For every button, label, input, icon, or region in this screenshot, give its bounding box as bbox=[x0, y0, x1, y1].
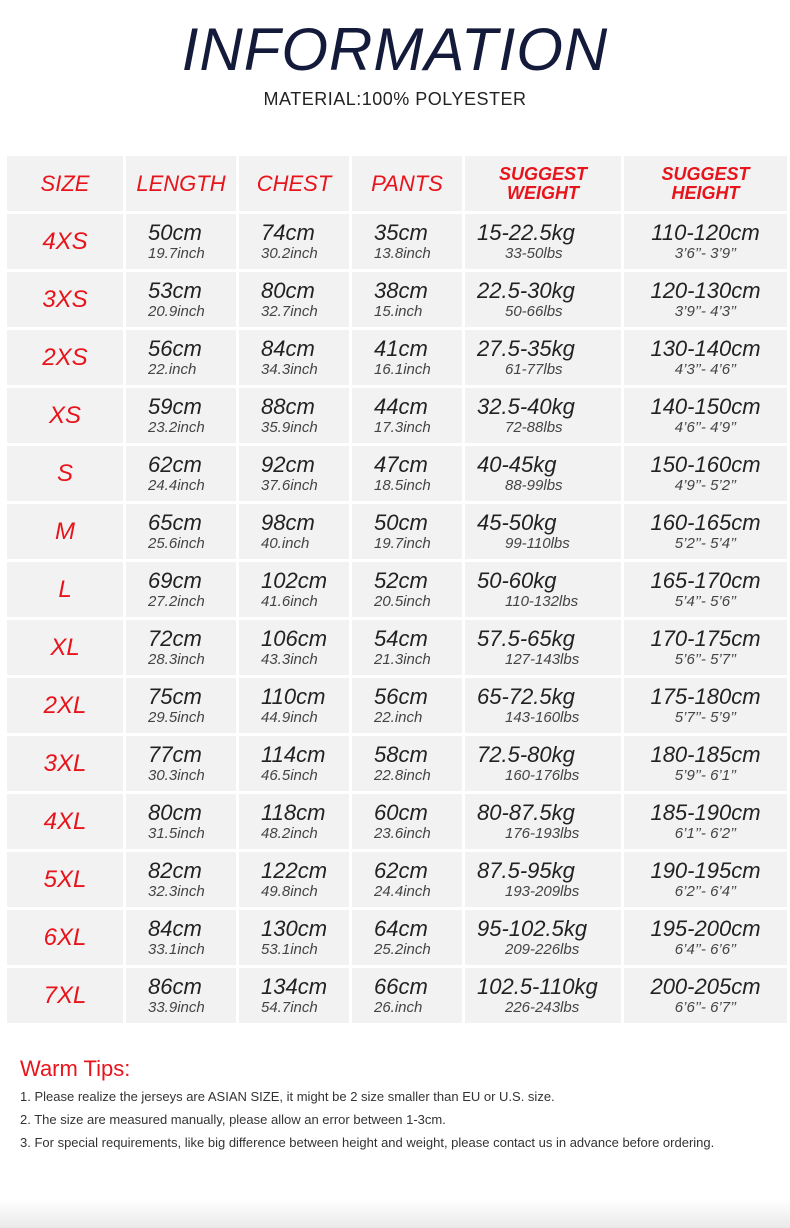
pants-cell: 56cm 22.inch bbox=[352, 678, 462, 733]
chest-cell: 80cm 32.7inch bbox=[239, 272, 349, 327]
length-cell: 82cm 32.3inch bbox=[126, 852, 236, 907]
weight-cell: 72.5-80kg 160-176lbs bbox=[465, 736, 621, 791]
table-row bbox=[7, 272, 790, 327]
size-cell: 6XL bbox=[7, 910, 123, 965]
chest-cell: 92cm 37.6inch bbox=[239, 446, 349, 501]
table-row bbox=[7, 388, 790, 443]
height-cell: 120-130cm 3’9’’- 4’3’’ bbox=[624, 272, 787, 327]
material-subtitle: MATERIAL:100% POLYESTER bbox=[263, 89, 527, 109]
length-cell: 80cm 31.5inch bbox=[126, 794, 236, 849]
size-cell: 2XL bbox=[7, 678, 123, 733]
length-cell: 53cm 20.9inch bbox=[126, 272, 236, 327]
table-row bbox=[7, 736, 790, 791]
size-cell: XS bbox=[7, 388, 123, 443]
table-row bbox=[7, 214, 790, 269]
height-cell: 190-195cm 6’2’’- 6’4’’ bbox=[624, 852, 787, 907]
warm-tips-title: Warm Tips: bbox=[20, 1056, 131, 1081]
pants-cell: 44cm 17.3inch bbox=[352, 388, 462, 443]
chest-cell: 98cm 40.inch bbox=[239, 504, 349, 559]
pants-cell: 54cm 21.3inch bbox=[352, 620, 462, 675]
length-cell: 75cm 29.5inch bbox=[126, 678, 236, 733]
height-cell: 110-120cm 3’6’’- 3’9’’ bbox=[624, 214, 787, 269]
table-row bbox=[7, 794, 790, 849]
pants-cell: 35cm 13.8inch bbox=[352, 214, 462, 269]
height-cell: 180-185cm 5’9’’- 6’1’’ bbox=[624, 736, 787, 791]
size-cell: 4XS bbox=[7, 214, 123, 269]
table-row bbox=[7, 446, 790, 501]
chest-cell: 122cm 49.8inch bbox=[239, 852, 349, 907]
length-cell: 72cm 28.3inch bbox=[126, 620, 236, 675]
chest-cell: 130cm 53.1inch bbox=[239, 910, 349, 965]
pants-cell: 64cm 25.2inch bbox=[352, 910, 462, 965]
weight-cell: 65-72.5kg 143-160lbs bbox=[465, 678, 621, 733]
height-cell: 175-180cm 5’7’’- 5’9’’ bbox=[624, 678, 787, 733]
chest-cell: 74cm 30.2inch bbox=[239, 214, 349, 269]
length-cell: 59cm 23.2inch bbox=[126, 388, 236, 443]
weight-cell: 50-60kg 110-132lbs bbox=[465, 562, 621, 617]
size-cell: 3XL bbox=[7, 736, 123, 791]
size-cell: L bbox=[7, 562, 123, 617]
height-cell: 195-200cm 6’4’’- 6’6’’ bbox=[624, 910, 787, 965]
size-cell: 3XS bbox=[7, 272, 123, 327]
height-cell: 185-190cm 6’1’’- 6’2’’ bbox=[624, 794, 787, 849]
size-cell: 2XS bbox=[7, 330, 123, 385]
length-cell: 86cm 33.9inch bbox=[126, 968, 236, 1023]
tip-1: 1. Please realize the jerseys are ASIAN SIZE, it might be 2 size smaller than EU or U.S. size. bbox=[20, 1089, 555, 1104]
size-cell: S bbox=[7, 446, 123, 501]
table-row bbox=[7, 330, 790, 385]
length-cell: 69cm 27.2inch bbox=[126, 562, 236, 617]
size-cell: XL bbox=[7, 620, 123, 675]
pants-cell: 66cm 26.inch bbox=[352, 968, 462, 1023]
height-cell: 140-150cm 4’6’’- 4’9’’ bbox=[624, 388, 787, 443]
chest-cell: 102cm 41.6inch bbox=[239, 562, 349, 617]
table-row bbox=[7, 504, 790, 559]
table-header-row bbox=[7, 156, 790, 211]
weight-cell: 87.5-95kg 193-209lbs bbox=[465, 852, 621, 907]
table-row bbox=[7, 620, 790, 675]
length-cell: 77cm 30.3inch bbox=[126, 736, 236, 791]
weight-cell: 15-22.5kg 33-50lbs bbox=[465, 214, 621, 269]
chest-cell: 84cm 34.3inch bbox=[239, 330, 349, 385]
size-cell: M bbox=[7, 504, 123, 559]
pants-cell: 58cm 22.8inch bbox=[352, 736, 462, 791]
weight-cell: 95-102.5kg 209-226lbs bbox=[465, 910, 621, 965]
weight-cell: 80-87.5kg 176-193lbs bbox=[465, 794, 621, 849]
weight-cell: 57.5-65kg 127-143lbs bbox=[465, 620, 621, 675]
table-row bbox=[7, 562, 790, 617]
table-row bbox=[7, 968, 790, 1023]
chest-cell: 88cm 35.9inch bbox=[239, 388, 349, 443]
size-cell: 4XL bbox=[7, 794, 123, 849]
height-cell: 170-175cm 5’6’’- 5’7’’ bbox=[624, 620, 787, 675]
weight-cell: 40-45kg 88-99lbs bbox=[465, 446, 621, 501]
header-length: LENGTH bbox=[126, 156, 236, 211]
tip-3: 3. For special requirements, like big difference between height and weight, please contact us in advance before ordering. bbox=[20, 1135, 715, 1150]
bottom-shadow bbox=[0, 1200, 790, 1228]
size-cell: 7XL bbox=[7, 968, 123, 1023]
pants-cell: 50cm 19.7inch bbox=[352, 504, 462, 559]
weight-cell: 45-50kg 99-110lbs bbox=[465, 504, 621, 559]
header-pants: PANTS bbox=[352, 156, 462, 211]
chest-cell: 106cm 43.3inch bbox=[239, 620, 349, 675]
height-cell: 150-160cm 4’9’’- 5’2’’ bbox=[624, 446, 787, 501]
height-cell: 200-205cm 6’6’’- 6’7’’ bbox=[624, 968, 787, 1023]
height-cell: 160-165cm 5’2’’- 5’4’’ bbox=[624, 504, 787, 559]
pants-cell: 60cm 23.6inch bbox=[352, 794, 462, 849]
header-size: SIZE bbox=[7, 156, 123, 211]
chest-cell: 118cm 48.2inch bbox=[239, 794, 349, 849]
length-cell: 84cm 33.1inch bbox=[126, 910, 236, 965]
header-suggest-weight: SUGGEST WEIGHT bbox=[465, 156, 621, 211]
table-row bbox=[7, 678, 790, 733]
length-cell: 50cm 19.7inch bbox=[126, 214, 236, 269]
table-row bbox=[7, 910, 790, 965]
pants-cell: 47cm 18.5inch bbox=[352, 446, 462, 501]
pants-cell: 52cm 20.5inch bbox=[352, 562, 462, 617]
table-row bbox=[7, 852, 790, 907]
length-cell: 62cm 24.4inch bbox=[126, 446, 236, 501]
pants-cell: 62cm 24.4inch bbox=[352, 852, 462, 907]
weight-cell: 27.5-35kg 61-77lbs bbox=[465, 330, 621, 385]
height-cell: 130-140cm 4’3’’- 4’6’’ bbox=[624, 330, 787, 385]
pants-cell: 38cm 15.inch bbox=[352, 272, 462, 327]
chest-cell: 110cm 44.9inch bbox=[239, 678, 349, 733]
length-cell: 56cm 22.inch bbox=[126, 330, 236, 385]
size-cell: 5XL bbox=[7, 852, 123, 907]
tip-2: 2. The size are measured manually, please allow an error between 1-3cm. bbox=[20, 1112, 446, 1127]
header-suggest-height: SUGGEST HEIGHT bbox=[624, 156, 787, 211]
length-cell: 65cm 25.6inch bbox=[126, 504, 236, 559]
height-cell: 165-170cm 5’4’’- 5’6’’ bbox=[624, 562, 787, 617]
header-chest: CHEST bbox=[239, 156, 349, 211]
pants-cell: 41cm 16.1inch bbox=[352, 330, 462, 385]
size-chart-table bbox=[7, 156, 790, 1026]
chest-cell: 134cm 54.7inch bbox=[239, 968, 349, 1023]
chest-cell: 114cm 46.5inch bbox=[239, 736, 349, 791]
weight-cell: 32.5-40kg 72-88lbs bbox=[465, 388, 621, 443]
weight-cell: 102.5-110kg 226-243lbs bbox=[465, 968, 621, 1023]
weight-cell: 22.5-30kg 50-66lbs bbox=[465, 272, 621, 327]
page-title: INFORMATION bbox=[181, 16, 609, 83]
